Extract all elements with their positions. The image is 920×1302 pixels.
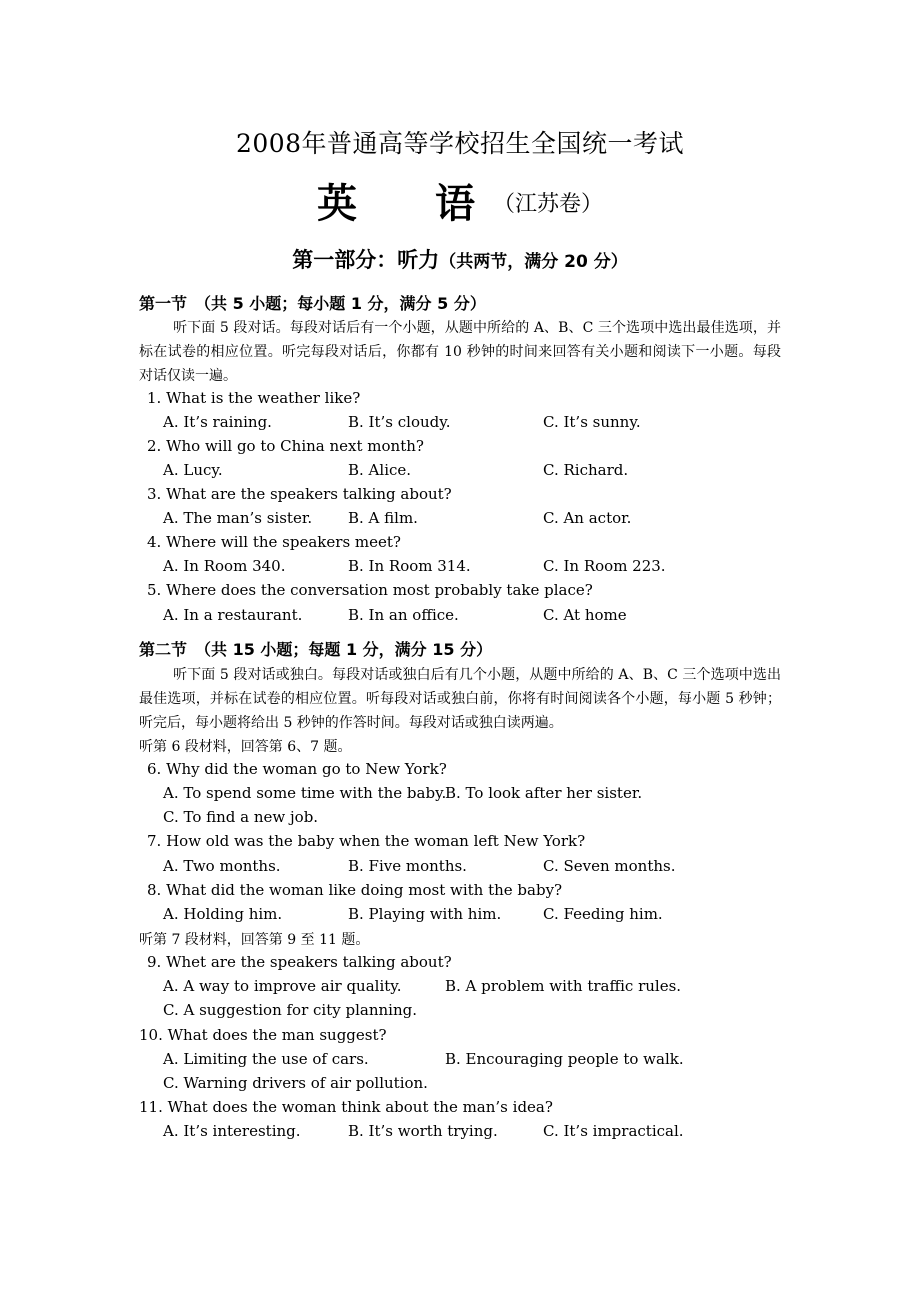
material-7-note: 听第 7 段材料，回答第 9 至 11 题。 [139,932,370,948]
option-6b: B. To look after her sister. [445,784,643,802]
question-4: 4. Where will the speakers meet? [147,533,401,551]
part-title: 第一部分：听力 [292,248,440,272]
option-10b: B. Encouraging people to walk. [445,1050,684,1068]
question-2: 2. Who will go to China next month? [147,437,424,455]
option-11b: B. It’s worth trying. [348,1122,498,1140]
option-7b: B. Five months. [348,857,467,875]
subject-heading [0,172,920,229]
part-heading [0,244,920,274]
option-9a: A. A way to improve air quality. [163,977,402,995]
material-6-note: 听第 6 段材料，回答第 6、7 题。 [139,739,352,755]
option-11a: A. It’s interesting. [163,1122,301,1140]
section1-instructions [139,316,781,388]
option-10a: A. Limiting the use of cars. [163,1050,369,1068]
exam-variant: （江苏卷） [492,192,603,217]
question-3: 3. What are the speakers talking about? [147,485,452,503]
exam-title: 2008年普通高等学校招生全国统一考试 [235,129,685,158]
question-9: 9. Whet are the speakers talking about? [147,953,452,971]
option-6c: C. To find a new job. [163,808,319,826]
question-5: 5. Where does the conversation most probably take place? [147,581,593,599]
option-8c: C. Feeding him. [543,905,663,923]
option-1b: B. It’s cloudy. [348,413,451,431]
question-8: 8. What did the woman like doing most with the baby? [147,881,563,899]
option-6a: A. To spend some time with the baby. [163,784,447,802]
option-5b: B. In an office. [348,606,459,624]
section1-heading: 第一节 （共 5 小题；每小题 1 分，满分 5 分） [139,294,486,313]
option-1c: C. It’s sunny. [543,413,641,431]
option-4c: C. In Room 223. [543,557,666,575]
section1-instructions-text: 听下面 5 段对话。每段对话后有一个小题，从题中所给的 A、B、C 三个选项中选出最佳选项，并标在试卷的相应位置。听完每段对话后，你都有 10 秒钟的时间来回答有关小题和阅读下一小题。每段对话仅读一遍。 [139,320,781,384]
option-1a: A. It’s raining. [163,413,272,431]
option-8b: B. Playing with him. [348,905,502,923]
option-9c: C. A suggestion for city planning. [163,1001,417,1019]
option-11c: C. It’s impractical. [543,1122,684,1140]
option-4b: B. In Room 314. [348,557,471,575]
option-5a: A. In a restaurant. [163,606,303,624]
section2-instructions [139,663,781,735]
option-5c: C. At home [543,606,627,624]
option-4a: A. In Room 340. [163,557,286,575]
subject-char-1: 英 [316,180,357,227]
option-2c: C. Richard. [543,461,629,479]
question-11: 11. What does the woman think about the man’s idea? [139,1098,553,1116]
option-3a: A. The man’s sister. [163,509,313,527]
option-7c: C. Seven months. [543,857,676,875]
part-note: （共两节，满分 20 分） [439,252,628,272]
question-6: 6. Why did the woman go to New York? [147,760,447,778]
option-3b: B. A film. [348,509,418,527]
option-3c: C. An actor. [543,509,632,527]
option-10c: C. Warning drivers of air pollution. [163,1074,428,1092]
option-7a: A. Two months. [163,857,281,875]
option-9b: B. A problem with traffic rules. [445,977,682,995]
question-10: 10. What does the man suggest? [139,1026,387,1044]
subject-char-2: 语 [434,180,475,227]
option-2a: A. Lucy. [163,461,223,479]
section2-instructions-text: 听下面 5 段对话或独白。每段对话或独白后有几个小题，从题中所给的 A、B、C 三个选项中选出最佳选项，并标在试卷的相应位置。听每段对话或独白前，你将有时间阅读各个小题，每小题 5 秒钟；听完后，每小题将给出 5 秒钟的作答时间。每段对话或独白读两遍。 [139,667,781,731]
question-1: 1. What is the weather like? [147,389,361,407]
section2-heading: 第二节 （共 15 小题；每题 1 分，满分 15 分） [139,640,493,659]
option-8a: A. Holding him. [163,905,283,923]
option-2b: B. Alice. [348,461,412,479]
question-7: 7. How old was the baby when the woman left New York? [147,832,586,850]
